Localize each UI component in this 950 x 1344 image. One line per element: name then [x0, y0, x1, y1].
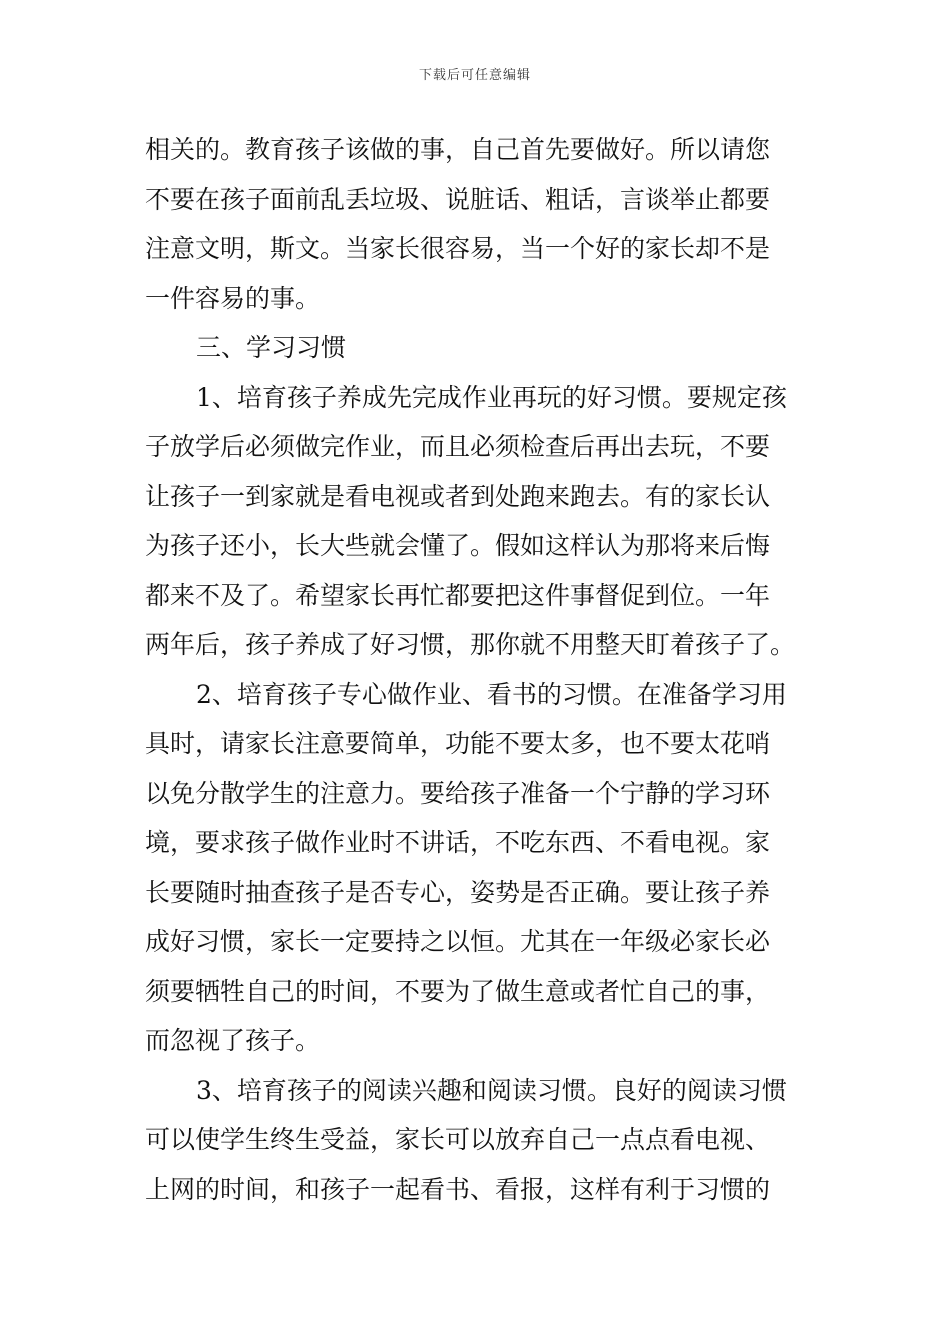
paragraph-start: 1、培育孩子养成先完成作业再玩的好习惯。要规定孩 [196, 382, 787, 412]
text-line: 而忽视了孩子。 [145, 1026, 321, 1055]
text-line: 相关的。教育孩子该做的事，自己首先要做好。所以请您 [145, 135, 771, 164]
text-line: 注意文明，斯文。当家长很容易，当一个好的家长却不是 [145, 234, 771, 263]
document-body [145, 125, 805, 1214]
text-line: 以免分散学生的注意力。要给孩子准备一个宁静的学习环 [145, 778, 771, 808]
text-line: 上网的时间，和孩子一起看书、看报，这样有利于习惯的 [145, 1174, 771, 1204]
text-line: 一件容易的事。 [145, 283, 321, 313]
page-header: 下载后可任意编辑 [418, 68, 531, 83]
text-line: 都来不及了。希望家长再忙都要把这件事督促到位。一年 [145, 580, 771, 610]
text-line: 为孩子还小，长大些就会懂了。假如这样认为那将来后悔 [145, 531, 771, 560]
text-line: 长要随时抽查孩子是否专心，姿势是否正确。要让孩子养 [145, 877, 771, 907]
text-line: 可以使学生终生受益，家长可以放弃自己一点点看电视、 [145, 1125, 771, 1154]
section-heading: 三、学习习惯 [196, 333, 347, 362]
paragraph-start: 3、培育孩子的阅读兴趣和阅读习惯。良好的阅读习惯 [196, 1075, 787, 1105]
text-line: 境，要求孩子做作业时不讲话，不吃东西、不看电视。家 [145, 828, 771, 857]
text-line: 让孩子一到家就是看电视或者到处跑来跑去。有的家长认 [145, 481, 771, 511]
text-line: 两年后，孩子养成了好习惯，那你就不用整天盯着孩子了。 [145, 630, 796, 659]
text-line: 不要在孩子面前乱丢垃圾、说脏话、粗话，言谈举止都要 [145, 184, 771, 214]
text-line: 成好习惯，家长一定要持之以恒。尤其在一年级必家长必 [145, 927, 771, 956]
text-line: 子放学后必须做完作业，而且必须检查后再出去玩，不要 [145, 432, 771, 461]
paragraph-start: 2、培育孩子专心做作业、看书的习惯。在准备学习用 [196, 679, 787, 709]
text-line: 具时，请家长注意要简单，功能不要太多，也不要太花哨 [145, 729, 771, 758]
text-line: 须要牺牲自己的时间，不要为了做生意或者忙自己的事， [145, 976, 771, 1006]
